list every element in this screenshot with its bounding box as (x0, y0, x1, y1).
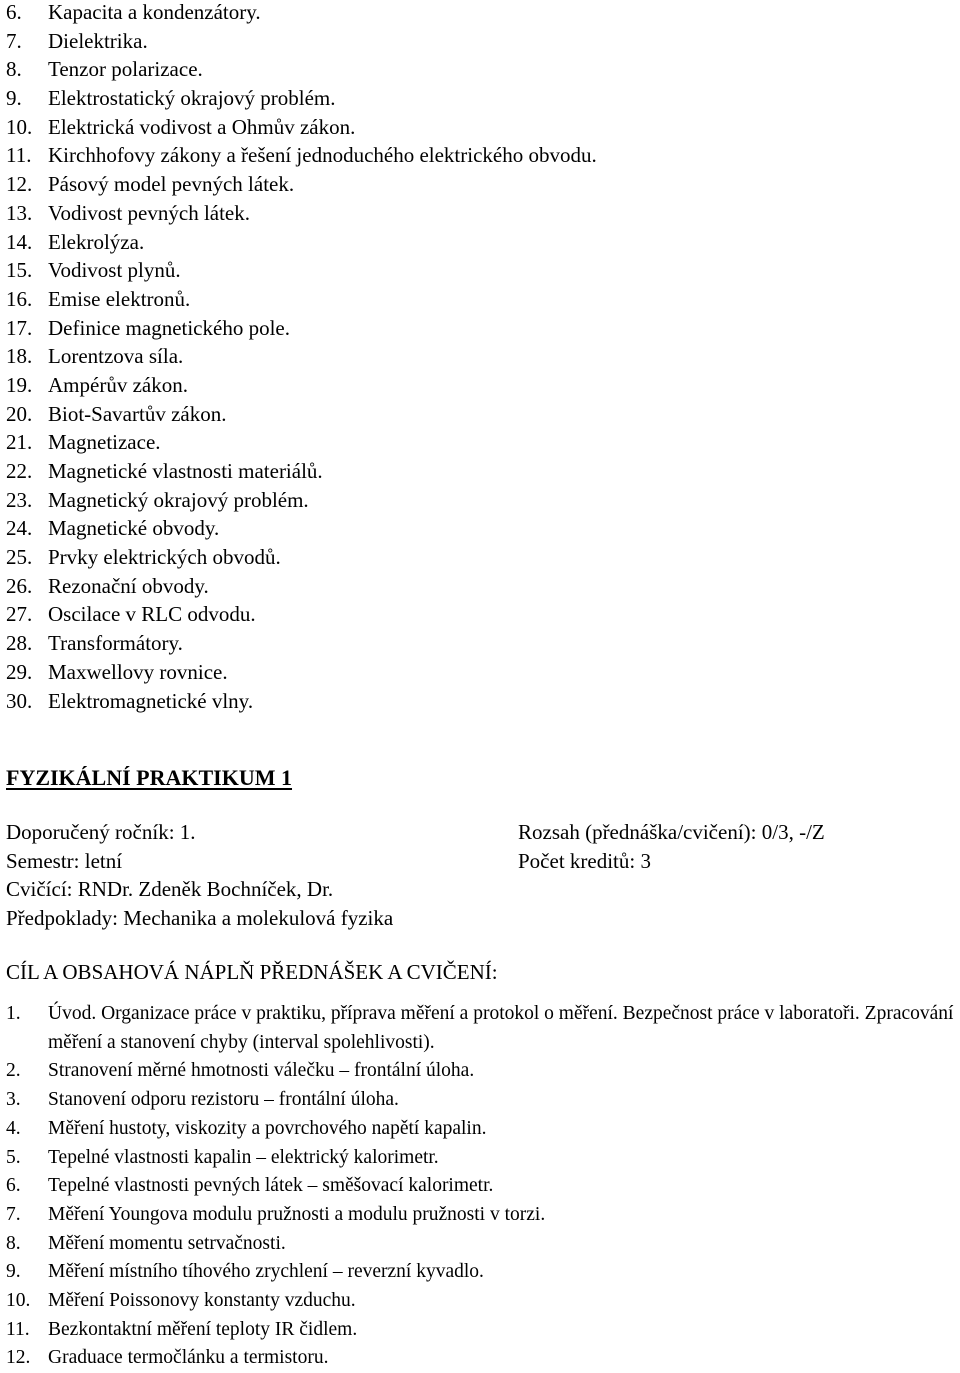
item-number: 3. (6, 1089, 21, 1111)
item-number: 28. (6, 631, 33, 656)
item-number: 18. (6, 344, 33, 369)
list-item (6, 574, 597, 603)
item-text: Elekrolýza. (48, 229, 145, 254)
item-text: Oscilace v RLC odvodu. (48, 602, 256, 627)
item-number: 6. (6, 1175, 21, 1197)
item-number: 2. (6, 1060, 21, 1082)
list-item (6, 660, 597, 689)
item-text: Stanovení odporu rezistoru – frontální úloha. (48, 1089, 399, 1111)
course-scope: Rozsah (přednáška/cvičení): 0/3, -/Z (518, 820, 825, 844)
item-text: Vodivost pevných látek. (48, 200, 251, 225)
list-item (6, 115, 597, 144)
list-item (6, 402, 597, 431)
item-number: 13. (6, 200, 33, 225)
item-number: 25. (6, 545, 33, 570)
list-item (6, 1086, 956, 1115)
item-number: 8. (6, 1232, 21, 1254)
lecture-topics-list (6, 0, 597, 717)
item-text: Měření momentu setrvačnosti. (48, 1232, 286, 1254)
list-item (6, 602, 597, 631)
prerequisites: Předpoklady: Mechanika a molekulová fyzika (6, 906, 394, 930)
item-number: 12. (6, 172, 33, 197)
list-item (6, 0, 597, 29)
item-number: 10. (6, 1290, 31, 1312)
item-number: 6. (6, 0, 22, 24)
item-number: 8. (6, 57, 22, 82)
item-text: Pásový model pevných látek. (48, 172, 295, 197)
practicum-topics-list (6, 1000, 956, 1373)
item-number: 22. (6, 459, 33, 483)
list-item (6, 1230, 956, 1259)
item-number: 9. (6, 1261, 21, 1283)
item-text: Definice magnetického pole. (48, 315, 290, 340)
list-item (6, 287, 597, 316)
list-item (6, 201, 597, 230)
item-number: 14. (6, 229, 33, 254)
list-item (6, 1172, 956, 1201)
item-number: 7. (6, 28, 22, 53)
list-item (6, 29, 597, 58)
list-item (6, 459, 597, 488)
item-text: Magnetizace. (48, 430, 161, 455)
item-text: Tenzor polarizace. (48, 57, 203, 82)
item-number: 15. (6, 258, 33, 283)
course-title: FYZIKÁLNÍ PRAKTIKUM 1 (6, 765, 293, 790)
item-text: Magnetické vlastnosti materiálů. (48, 459, 323, 483)
item-text: Bezkontaktní měření teploty IR čidlem. (48, 1318, 358, 1340)
list-item (6, 1258, 956, 1287)
item-number: 29. (6, 659, 33, 684)
item-text: Emise elektronů. (48, 286, 191, 311)
list-item (6, 373, 597, 402)
item-text: Měření hustoty, viskozity a povrchového napětí kapalin. (48, 1117, 487, 1139)
item-text: Magnetické obvody. (48, 516, 220, 541)
item-number: 1. (6, 1003, 21, 1024)
list-item (6, 1201, 956, 1230)
item-text: Stranovení měrné hmotnosti válečku – frontální úloha. (48, 1060, 475, 1082)
item-text: Transformátory. (48, 631, 183, 656)
list-item (6, 344, 597, 373)
list-item (6, 516, 597, 545)
item-number: 23. (6, 487, 33, 512)
list-item (6, 689, 597, 718)
list-item (6, 1115, 956, 1144)
item-text: Měření místního tíhového zrychlení – reverzní kyvadlo. (48, 1261, 484, 1283)
item-number: 21. (6, 430, 33, 455)
list-item (6, 258, 597, 287)
list-item (6, 1316, 956, 1345)
item-number: 11. (6, 1318, 30, 1340)
item-text: Tepelné vlastnosti kapalin – elektrický kalorimetr. (48, 1146, 439, 1168)
item-text: Elektrostatický okrajový problém. (48, 86, 336, 111)
list-item (6, 1057, 956, 1086)
recommended-year: Doporučený ročník: 1. (6, 820, 196, 844)
item-number: 19. (6, 372, 33, 397)
item-number: 26. (6, 573, 33, 598)
item-number: 9. (6, 86, 22, 111)
list-item (6, 172, 597, 201)
item-number: 30. (6, 688, 33, 713)
item-number: 4. (6, 1117, 21, 1139)
list-item (6, 631, 597, 660)
list-item (6, 430, 597, 459)
item-text: Měření Youngova modulu pružnosti a modulu pružnosti v torzi. (48, 1203, 546, 1225)
item-text: Ampérův zákon. (48, 372, 188, 397)
item-text: Elektromagnetické vlny. (48, 688, 254, 713)
list-item (6, 1287, 956, 1316)
item-number: 5. (6, 1146, 21, 1168)
item-text: Rezonační obvody. (48, 573, 209, 598)
item-text: Dielektrika. (48, 28, 148, 53)
item-text: Prvky elektrických obvodů. (48, 545, 281, 570)
list-item (6, 1344, 956, 1373)
item-text: Biot-Savartův zákon. (48, 401, 227, 426)
section-heading: CÍL A OBSAHOVÁ NÁPLŇ PŘEDNÁŠEK A CVIČENÍ: (6, 960, 498, 984)
list-item (6, 1144, 956, 1173)
credits: Počet kreditů: 3 (518, 849, 651, 873)
item-number: 20. (6, 401, 33, 426)
list-item (6, 143, 597, 172)
list-item (6, 230, 597, 259)
teacher: Cvičící: RNDr. Zdeněk Bochníček, Dr. (6, 877, 334, 901)
item-number: 17. (6, 315, 33, 340)
list-item (6, 488, 597, 517)
item-number: 12. (6, 1347, 31, 1369)
item-text: Elektrická vodivost a Ohmův zákon. (48, 114, 356, 139)
item-text: Měření Poissonovy konstanty vzduchu. (48, 1290, 356, 1312)
item-text: Kirchhofovy zákony a řešení jednoduchého elektrického obvodu. (48, 143, 597, 168)
item-number: 24. (6, 516, 33, 541)
item-text: Graduace termočlánku a termistoru. (48, 1347, 329, 1369)
item-number: 11. (6, 143, 32, 168)
list-item (6, 1000, 956, 1057)
item-text: Kapacita a kondenzátory. (48, 0, 261, 24)
item-number: 16. (6, 286, 33, 311)
item-text: Magnetický okrajový problém. (48, 487, 309, 512)
item-text: Lorentzova síla. (48, 344, 184, 369)
item-text: Vodivost plynů. (48, 258, 181, 283)
list-item (6, 86, 597, 115)
item-number: 10. (6, 114, 33, 139)
list-item (6, 316, 597, 345)
item-number: 7. (6, 1203, 21, 1225)
item-text: Maxwellovy rovnice. (48, 659, 228, 684)
item-text: Úvod. Organizace práce v praktiku, příprava měření a protokol o měření. Bezpečnost práce v laboratoři. Zpracování měření a stanovení chyby (interval spolehlivosti). (48, 1003, 954, 1053)
list-item (6, 57, 597, 86)
list-item (6, 545, 597, 574)
item-number: 27. (6, 602, 33, 627)
semester: Semestr: letní (6, 849, 123, 873)
item-text: Tepelné vlastnosti pevných látek – směšovací kalorimetr. (48, 1175, 494, 1197)
